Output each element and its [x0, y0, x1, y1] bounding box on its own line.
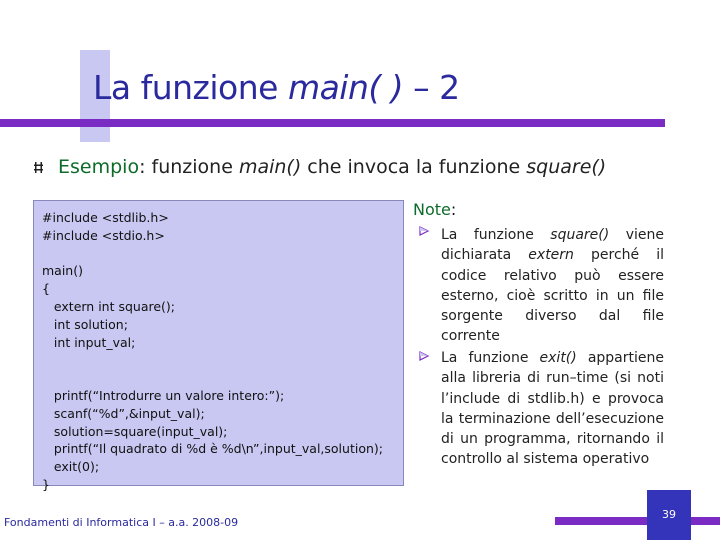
note-item-2	[441, 348, 664, 470]
title-underline	[0, 119, 665, 127]
note-italic: exit()	[539, 350, 577, 366]
note-italic: extern	[528, 247, 574, 264]
note-label-text: Note	[413, 200, 451, 219]
arrow-bullet-icon	[418, 225, 430, 237]
subtitle-main-func: main()	[238, 156, 302, 178]
square-bullet-icon	[34, 162, 43, 173]
note-text: viene dichiarata	[441, 227, 664, 264]
slide-title	[93, 68, 460, 107]
note-label	[413, 200, 456, 219]
footer-text: Fondamenti di Informatica I – a.a. 2008-09	[4, 516, 239, 529]
code-listing: #include <stdlib.h> #include <stdio.h> main() { extern int square(); int solution; int input_val; printf(“Introdurre un valore intero:”); scanf(“%d”,&input_val); solution=square(input_val); printf(“Il quadrato di %d è %d\n”,input_val,solution); exit(0); }	[42, 210, 383, 492]
subtitle-text: che invoca la funzione	[301, 156, 527, 178]
note-text: appartiene alla libreria di run–time (si noti l’include di stdlib.h) e provoca la terminazione dell’esecuzione di un programma, ritornando il controllo al sistema operativo	[441, 350, 664, 468]
title-italic: main( )	[287, 68, 404, 107]
note-colon: :	[450, 200, 457, 219]
footer-bar	[555, 517, 720, 525]
note-text: La funzione	[441, 350, 540, 366]
subtitle	[58, 156, 606, 178]
subtitle-square-func: square()	[526, 156, 607, 178]
note-text: La funzione	[441, 227, 551, 243]
note-item-1	[441, 225, 664, 347]
arrow-bullet-icon	[418, 350, 430, 362]
title-suffix: – 2	[403, 68, 460, 107]
subtitle-text: funzione	[145, 156, 239, 178]
note-italic: square()	[550, 227, 610, 243]
note-text: perché il codice relativo può essere esterno, cioè scritto in un file sorgente diverso dal file corrente	[441, 247, 664, 345]
page-number: 39	[662, 508, 676, 521]
subtitle-keyword: Esempio	[58, 156, 140, 178]
title-prefix: La funzione	[93, 68, 288, 107]
subtitle-colon: :	[139, 156, 146, 178]
